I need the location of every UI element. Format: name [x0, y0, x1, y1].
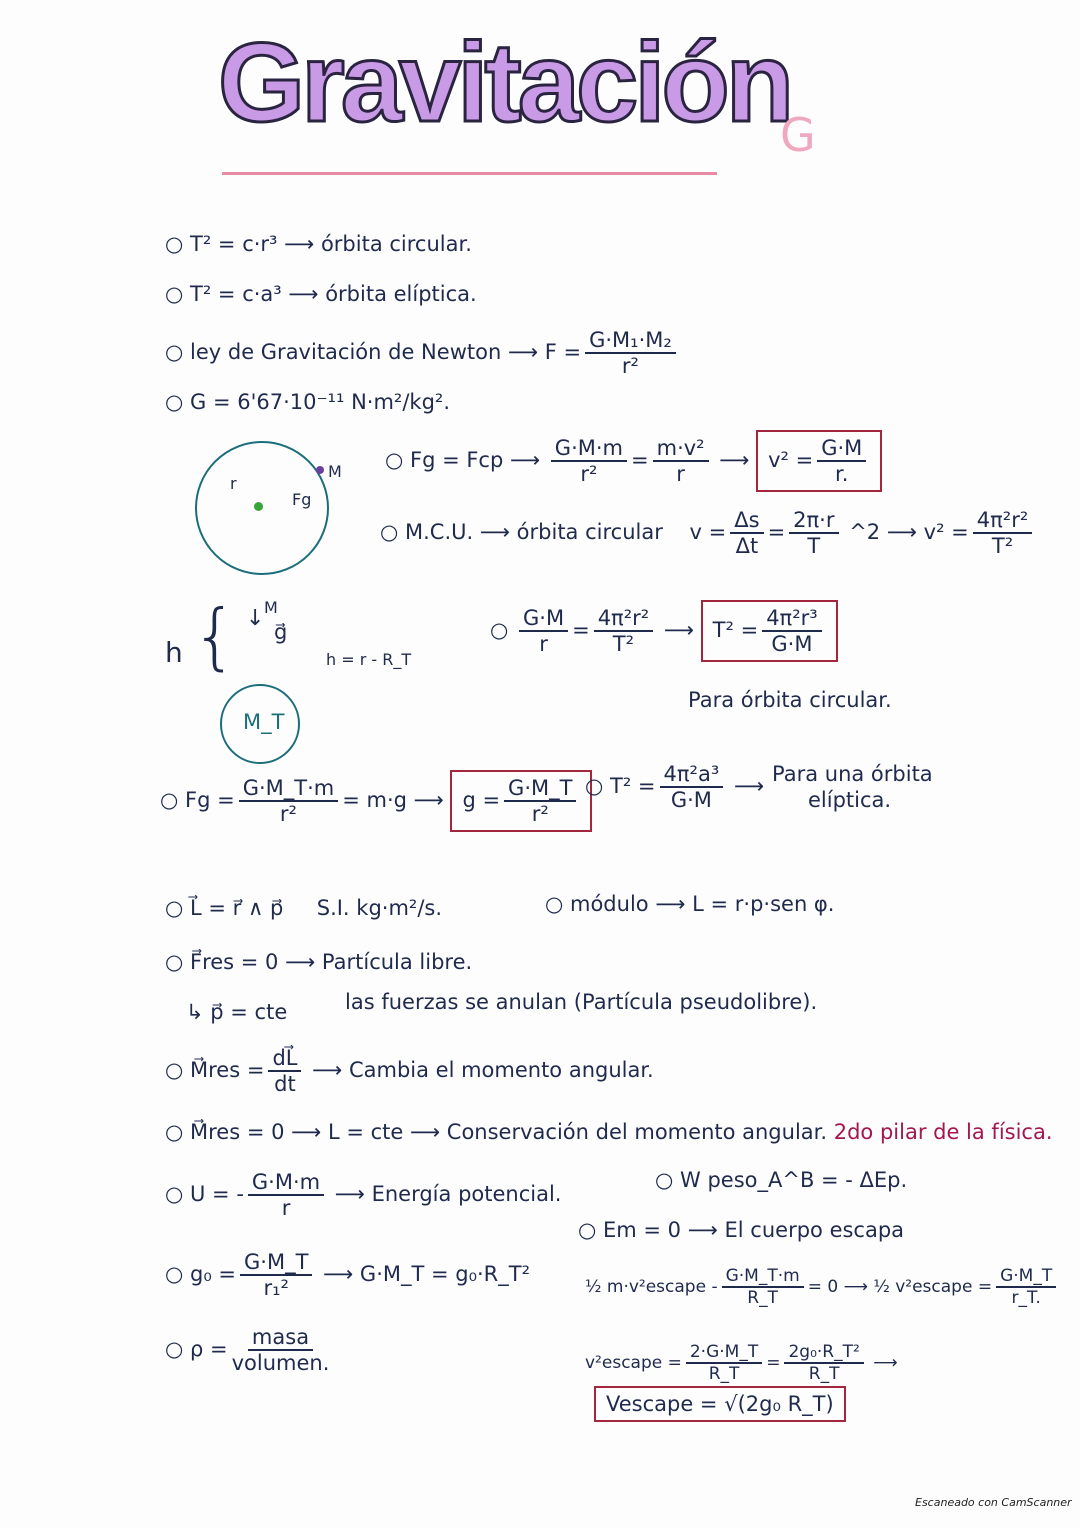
escape-velocity-box: Vescape = √(2g₀ R_T): [594, 1386, 846, 1422]
brace: {: [192, 594, 238, 678]
newton-law-line: ○ ley de Gravitación de Newton ⟶ F = $\frac{\text{G·M₁·M₂}}{\text{r²}}$: [165, 328, 680, 378]
mass-dot: [316, 466, 324, 474]
conservation-line: ○ M⃗res = 0 ⟶ L = cte ⟶ Conservación del momento angular. 2do pilar de la física.: [165, 1120, 1053, 1144]
height-label: h: [165, 636, 183, 669]
angular-momentum-line: ○ L⃗ = r⃗ ∧ p⃗ S.I. kg·m²/s.: [165, 896, 443, 920]
escape-velocity-squared: v²escape = $\frac{2\cdot G\cdot M\_T}{R\_T}$ = $\frac{\text{2g₀·R\_T²}}{R\_T}$ ⟶: [585, 1342, 898, 1384]
kepler-elliptic-note-2: elíptica.: [808, 788, 892, 812]
work-line: ○ W peso_A^B = - ΔEp.: [655, 1168, 908, 1192]
modulus-line: ○ módulo ⟶ L = r·p·sen φ.: [545, 892, 835, 916]
free-particle-line: ○ F⃗res = 0 ⟶ Partícula libre.: [165, 950, 473, 974]
down-arrow-icon: ↓: [246, 606, 265, 631]
page-title: Gravitación: [218, 20, 791, 145]
g-constant-line: ○ G = 6'67·10⁻¹¹ N·m²/kg².: [165, 390, 450, 414]
kepler-elliptic-note: Para una órbita: [772, 762, 933, 786]
h-equation: h = r - R_T: [326, 650, 412, 669]
fg-line: ○ Fg = $\frac{G\cdot M\_T\cdot m}{\text{r²}}$ = m·g ⟶ g = $\frac{G\cdot M\_T}{\text{r²}}$: [160, 770, 592, 832]
em-line: ○ Em = 0 ⟶ El cuerpo escapa: [578, 1218, 905, 1242]
kepler-elliptic-formula: ○ T² = $\frac{\text{4π²a³}}{G\cdot M}$ ⟶: [585, 762, 765, 812]
earth-mass-label: M_T: [243, 710, 285, 734]
title-underline: [222, 172, 717, 175]
escape-energy-line: ½ m·v²escape - $\frac{G\cdot M\_T\cdot m}{R\_T}$ = 0 ⟶ ½ v²escape = $\frac{G\cdot M\_T}{r\_T.}$: [585, 1266, 1060, 1308]
g0-line: ○ g₀ = $\frac{G\cdot M\_T}{\text{r₁²}}$ ⟶ G·M_T = g₀·R_T²: [165, 1250, 531, 1300]
title-mark: G: [780, 108, 816, 162]
mcu-line: ○ M.C.U. ⟶ órbita circular v = $\frac{\Delta s}{\Delta t}$ = $\frac{2\pi\cdot r}{T}$ ^2 ⟶ v² = $\frac{\text{4π²r²}}{\text{T²}}$: [380, 508, 1036, 558]
fcp-line: ○ Fg = Fcp ⟶ $\frac{G\cdot M\cdot m}{\text{r²}}$ = $\frac{\text{m·v²}}{r}$ ⟶ v² = $\frac{G\cdot M}{r.}$: [385, 430, 882, 492]
g-result-box: g = $\frac{G\cdot M\_T}{\text{r²}}$: [450, 770, 592, 832]
mass-label-2: M: [264, 598, 278, 617]
g-vector-label: g⃗: [274, 620, 288, 644]
density-line: ○ ρ = $\frac{\text{masa}}{\text{volumen.}}$: [165, 1325, 330, 1375]
pseudofree-text: las fuerzas se anulan (Partícula pseudolibre).: [345, 990, 818, 1014]
kepler-result-box: T² = $\frac{\text{4π²r³}}{G\cdot M}$: [701, 600, 838, 662]
force-label: Fg: [292, 490, 312, 509]
result-box: v² = $\frac{G\cdot M}{r.}$: [756, 430, 882, 492]
potential-energy-line: ○ U = - $\frac{G\cdot M\cdot m}{r}$ ⟶ Energía potencial.: [165, 1170, 562, 1220]
kepler-derivation: ○ $\frac{G\cdot M}{r}$ = $\frac{\text{4π²r²}}{\text{T²}}$ ⟶ T² = $\frac{\text{4π²r³}}{G\cdot M}$: [490, 600, 838, 662]
mres-line: ○ M⃗res = $\frac{dL⃗}{dt}$ ⟶ Cambia el momento angular.: [165, 1046, 654, 1096]
kepler-note: Para órbita circular.: [688, 688, 892, 712]
scanner-footer: Escaneado con CamScanner: [915, 1496, 1072, 1509]
kepler-elliptic-line: ○ T² = c·a³ ⟶ órbita elíptica.: [165, 282, 477, 306]
center-dot: [254, 502, 263, 511]
mass-label: M: [328, 462, 342, 481]
kepler-circular-line: ○ T² = c·r³ ⟶ órbita circular.: [165, 232, 472, 256]
p-const-line: ↳ p⃗ = cte: [186, 1000, 288, 1024]
radius-label: r: [230, 474, 237, 493]
